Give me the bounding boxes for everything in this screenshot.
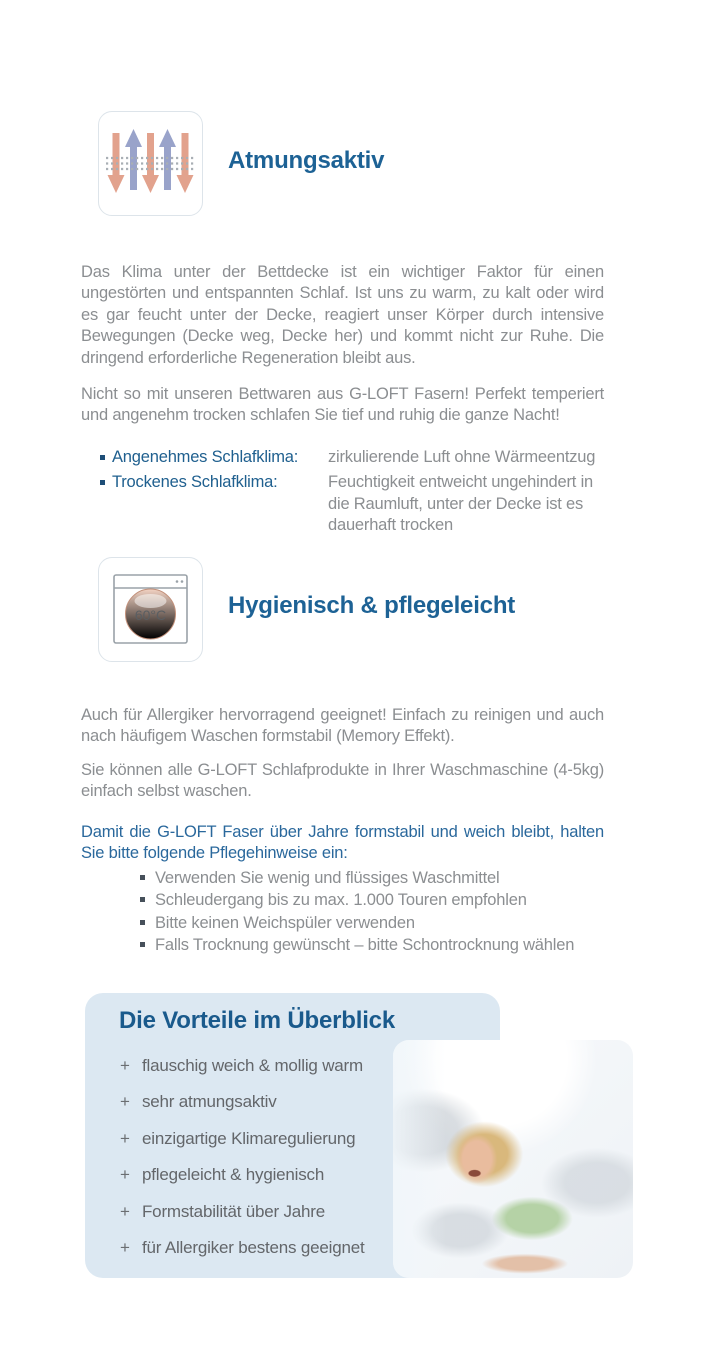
benefit-text: pflegeleicht & hygienisch — [142, 1165, 325, 1185]
washing-machine-icon — [98, 555, 203, 665]
plus-icon: + — [120, 1201, 130, 1221]
climate-label: Angenehmes Schlafklima: — [112, 448, 299, 466]
child-under-duvet-photo — [393, 1040, 633, 1278]
benefits-title: Die Vorteile im Überblick — [119, 1007, 395, 1034]
plus-icon: + — [120, 1237, 130, 1257]
airflow-arrows-icon — [98, 109, 203, 219]
benefit-text: sehr atmungsaktiv — [142, 1092, 277, 1112]
list-item — [81, 447, 604, 469]
plus-icon: + — [120, 1165, 130, 1185]
paragraph-waschmaschine: Sie können alle G-LOFT Schlafprodukte in Ihrer Waschmaschine (4-5kg) einfach selbst waschen. — [81, 760, 604, 800]
climate-list — [81, 447, 604, 540]
benefit-text: für Allergiker bestens geeignet — [142, 1237, 365, 1257]
plus-icon: + — [120, 1128, 130, 1148]
climate-value: zirkulierende Luft ohne Wärmeentzug — [328, 448, 596, 466]
list-item: Falls Trocknung gewünscht – bitte Schontrocknung wählen — [140, 934, 605, 956]
airflow-icon-card — [98, 111, 203, 216]
list-item — [81, 472, 604, 537]
care-instructions-list — [140, 867, 605, 956]
climate-label: Trockenes Schlafklima: — [112, 473, 278, 491]
climate-value: Feuchtigkeit entweicht ungehindert in die Raumluft, unter der Decke ist es dauerhaft trocken — [328, 473, 594, 534]
list-item — [120, 1164, 365, 1186]
paragraph-gloft: Nicht so mit unseren Bettwaren aus G-LOFT Fasern! Perfekt temperiert und angenehm trocken schlafen Sie tief und ruhig die ganze Nacht! — [81, 384, 604, 424]
plus-icon: + — [120, 1092, 130, 1112]
list-item — [120, 1201, 365, 1223]
benefits-overview-panel — [85, 993, 633, 1278]
section-heading-atmungsaktiv: Atmungsaktiv — [228, 147, 385, 174]
benefit-text: flauschig weich & mollig warm — [142, 1056, 363, 1075]
paragraph-klima: Das Klima unter der Bettdecke ist ein wichtiger Faktor für einen ungestörten und entspannten Schlaf. Ist uns zu warm, zu kalt oder wird es gar feucht unter der Decke, reagiert unser Körper durch intensive Bewegungen (Decke weg, Decke her) und kommt nicht zur Ruhe. Die dringend erforderliche Regeneration bleibt aus. — [81, 262, 604, 367]
list-item: Verwenden Sie wenig und flüssiges Waschmittel — [140, 867, 605, 889]
list-item — [120, 1237, 365, 1259]
benefit-text: Formstabilität über Jahre — [142, 1201, 326, 1221]
list-item: Bitte keinen Weichspüler verwenden — [140, 912, 605, 934]
washing-machine-icon-card — [98, 557, 203, 662]
benefit-text: einzigartige Klimaregulierung — [142, 1128, 356, 1148]
plus-icon: + — [120, 1056, 130, 1075]
bullet-square-icon — [100, 455, 105, 460]
bullet-square-icon — [100, 480, 105, 485]
section-heading-hygienisch: Hygienisch & pflegeleicht — [228, 592, 516, 619]
list-item — [120, 1091, 365, 1113]
paragraph-allergiker: Auch für Allergiker hervorragend geeignet! Einfach zu reinigen und auch nach häufigem Waschen formstabil (Memory Effekt). — [81, 705, 604, 745]
benefits-list — [120, 1055, 365, 1273]
paragraph-pflegehinweise-intro: Damit die G-LOFT Faser über Jahre formstabil und weich bleibt, halten Sie bitte folgende Pflegehinweise ein: — [81, 822, 604, 862]
list-item: Schleudergang bis zu max. 1.000 Touren empfohlen — [140, 889, 605, 911]
wash-temperature-label: 60°C — [134, 606, 167, 623]
list-item — [120, 1055, 365, 1077]
list-item — [120, 1128, 365, 1150]
